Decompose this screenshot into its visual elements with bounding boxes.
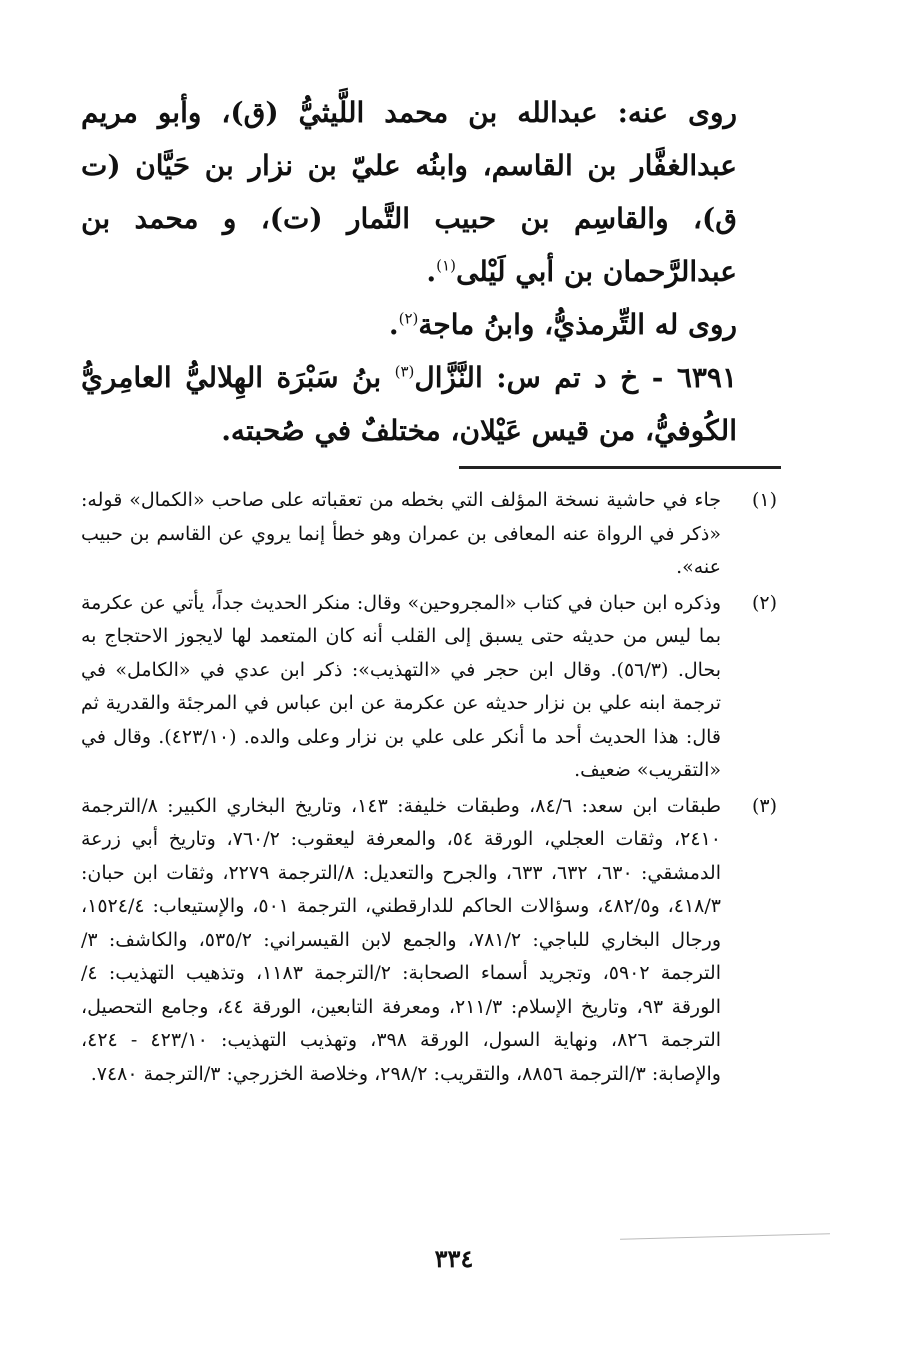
narrated-by-end: . [388,308,399,341]
footnote-number: (٢) [751,591,777,614]
entry-paragraph [81,351,781,457]
entry-name: النَّزَّال [414,361,483,394]
entry-number: ٦٣٩١ [676,361,737,394]
narrated-by-paragraph [81,298,781,351]
main-text [81,86,781,457]
footnote-ref-1: (١) [436,256,456,275]
narrators-end: . [426,255,437,288]
footnote-number: (١) [751,489,777,511]
footnote-text: جاء في حاشية نسخة المؤلف التي بخطه من تعقباته على صاحب «الكمال» قوله: «ذكر في الرواة عنه المعافى بن عمران وهو خطأ إنما يروي عن القاسم بن حبيب عنه». [81,489,721,578]
footnote-ref-2: (٢) [398,309,419,328]
narrated-by-text: روى له التِّرمذيُّ، وابنُ ماجة [418,308,737,341]
narrators-paragraph [81,86,781,298]
footnote-number: (٣) [751,794,777,817]
footnote-1 [81,484,781,585]
footnote-text: وذكره ابن حبان في كتاب «المجروحين» وقال: منكر الحديث جداً، يأتي عن عكرمة بما ليس من حديثه حتى يسبق إلى القلب أنه كان المتعمد لها لايجوز الاحتجاج به بحال. (٥٦/٣). وقال ابن حجر في «التهذيب»: ذكر ابن عدي في «الكامل» في ترجمة ابنه علي بن نزار حديثه عن عكرمة عن ابن عباس في المرجئة والقدرية ثم قال: هذا الحديث أحد ما أنكر على علي بن نزار وعلى والده. (٤٢٣/١٠). وقال في «التقريب» ضعيف. [81,591,722,781]
page-number: ٣٣٤ [434,1244,474,1273]
entry-codes: - خ د تم س: [482,361,664,394]
footnote-separator [459,466,781,469]
scan-artifact-line [620,1233,830,1239]
narrators-text: روى عنه: عبدالله بن محمد اللَّيثيُّ (ق)، وأبو مريم عبدالغفَّار بن القاسم، وابنُه عليّ بن نزار بن حَيَّان (ت ق)، والقاسِم بن حبيب التَّمار (ت)، و محمد بن عبدالرَّحمان بن أبي لَيْلى [81,96,738,288]
entry-description: بنُ سَبْرَة الهِلاليُّ العامِريُّ الكُوفيُّ، من قيس عَيْلان، مختلفٌ في صُحبته. [81,361,737,447]
footnote-ref-3: (٣) [394,362,415,381]
footnotes [81,484,781,1093]
footnote-2 [81,587,781,788]
footnote-text: طبقات ابن سعد: ٨٤/٦، وطبقات خليفة: ١٤٣، وتاريخ البخاري الكبير: ٨/الترجمة ٢٤١٠، وثقات العجلي، الورقة ٥٤، والمعرفة ليعقوب: ٧٦٠/٢، وتاريخ أبي زرعة الدمشقي: ٦٣٠، ٦٣٢، ٦٣٣، والجرح والتعديل: ٨/الترجمة ٢٢٧٩، وثقات ابن حبان: ٤١٨/٣، و٤٨٢/٥، وسؤالات الحاكم للدارقطني، الترجمة ٥٠١، والإستيعاب: ١٥٢٤/٤، ورجال البخاري للباجي: ٧٨١/٢، والجمع لابن القيسراني: ٥٣٥/٢، والكاشف: ٣/الترجمة ٥٩٠٢، وتجريد أسماء الصحابة: ٢/الترجمة ١١٨٣، وتذهيب التهذيب: ٤/الورقة ٩٣، وتاريخ الإسلام: ٢١١/٣، ومعرفة التابعين، الورقة ٤٤، وجامع التحصيل، الترجمة ٨٢٦، ونهاية السول، الورقة ٣٩٨، وتهذيب التهذيب: ٤٢٣/١٠ - ٤٢٤، والإصابة: ٣/الترجمة ٨٨٥٦، والتقريب: ٢٩٨/٢، وخلاصة الخزرجي: ٣/الترجمة ٧٤٨٠. [81,794,722,1085]
footnote-3 [81,790,781,1092]
